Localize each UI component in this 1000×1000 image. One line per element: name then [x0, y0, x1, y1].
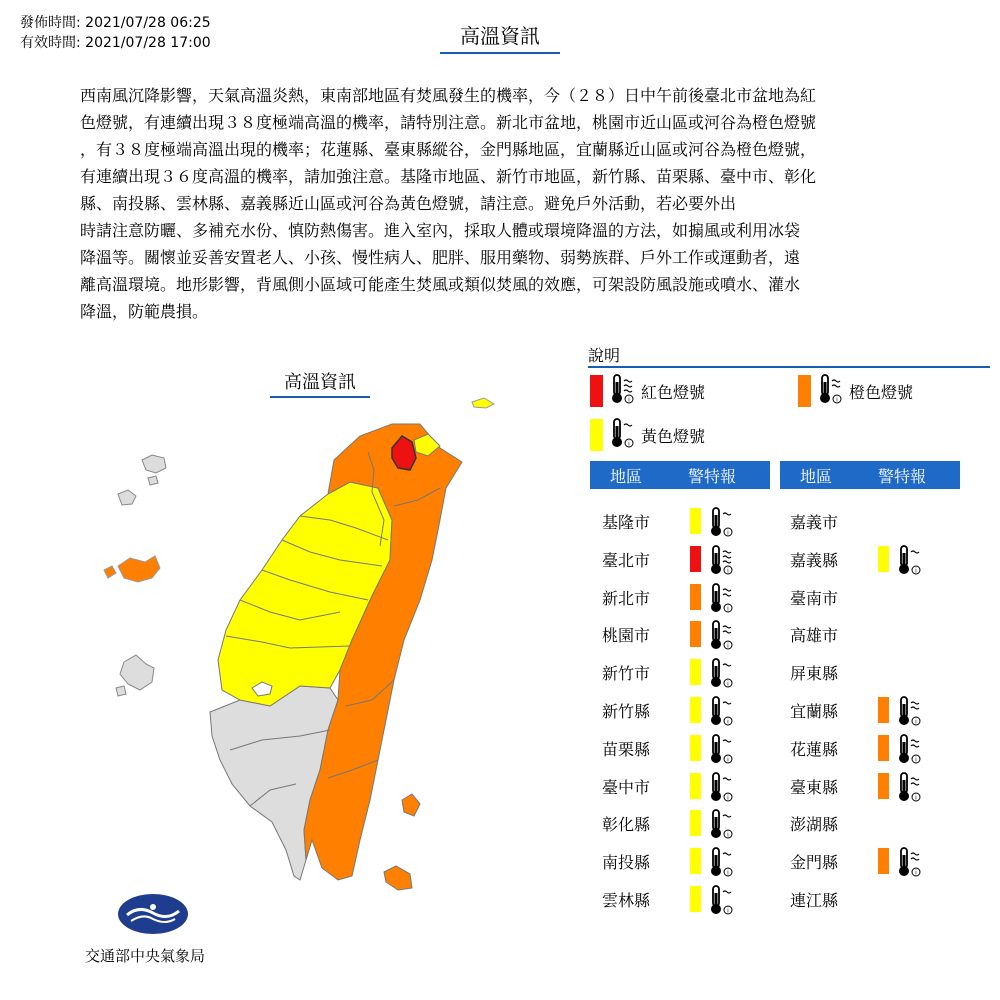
legend-yellow	[590, 416, 705, 454]
table-row	[590, 618, 770, 648]
svg-text:i: i	[727, 907, 729, 915]
svg-text:i: i	[628, 396, 630, 404]
legend-red-label: 紅色燈號	[641, 382, 706, 402]
table-row	[778, 656, 958, 686]
legend-title: 說明	[588, 346, 621, 365]
thermometer-icon	[708, 543, 734, 581]
yellow-level-bar	[878, 546, 889, 572]
svg-text:i: i	[727, 529, 729, 537]
legend-yellow-label: 黃色燈號	[641, 426, 706, 446]
thermometer-icon	[708, 770, 734, 808]
orange-level-bar	[878, 697, 889, 723]
region-name: 澎湖縣	[790, 815, 839, 835]
orange-swatch	[798, 375, 811, 407]
thermometer-icon	[609, 372, 635, 410]
region-name: 高雄市	[790, 626, 839, 646]
svg-text:i: i	[727, 756, 729, 764]
description-text: 西南風沉降影響，天氣高溫炎熱，東南部地區有焚風發生的機率，今（２８）日中午前後臺北市盆地為紅 色燈號，有連續出現３８度極端高溫的機率，請特別注意。新北市盆地，桃園市近山區或河谷為橙色燈號 ，有３８度極端高溫出現的機率；花蓮縣、臺東縣縱谷，金門縣地區，宜蘭縣近山區或河谷為橙色燈號， 有連續出現３６度高溫的機率，請加強注意。基隆市地區、新竹市地區，新竹縣、苗栗縣、臺中市、彰化 縣、南投縣、雲林縣、嘉義縣近山區或河谷為黃色燈號，請注意。避免戶外活動，若必要外出 時請注意防曬、多補充水份、慎防熱傷害。進入室內，採取人體或環境降溫的方法，如搧風或利用冰袋 降溫等。關懷並妥善安置老人、小孩、慢性病人、肥胖、服用藥物、弱勢族群、戶外工作或運動者，遠 離高溫環境。地形影響，背風側小區域可能產生焚風或類似焚風的效應，可架設防風設施或噴水、灌水 降溫，防範農損。	[80, 86, 817, 321]
svg-text:i: i	[836, 396, 838, 404]
table-row	[590, 770, 770, 800]
page-title: 高溫資訊	[440, 20, 560, 54]
table-row	[590, 845, 770, 875]
legend-orange	[798, 372, 913, 410]
table-row	[778, 807, 958, 837]
svg-text:i: i	[727, 567, 729, 575]
orange-level-bar	[878, 848, 889, 874]
svg-text:i: i	[915, 567, 917, 575]
yellow-level-bar	[690, 773, 701, 799]
red-swatch	[590, 375, 603, 407]
table-row	[778, 770, 958, 800]
matsu-island-3	[148, 476, 158, 485]
region-name: 新竹縣	[602, 702, 651, 721]
legend-divider	[588, 366, 990, 368]
table-row	[778, 581, 958, 611]
table-header-left	[590, 461, 770, 489]
svg-text:i: i	[727, 605, 729, 613]
header-alert: 警特報	[688, 466, 737, 486]
yellow-level-bar	[690, 697, 701, 723]
header-region: 地區	[610, 466, 643, 486]
svg-text:i: i	[915, 794, 917, 802]
region-name: 花蓮縣	[790, 739, 839, 759]
orchid-island	[384, 866, 412, 890]
thermometer-icon	[708, 807, 734, 845]
thermometer-icon	[708, 732, 734, 770]
svg-text:i: i	[727, 869, 729, 877]
table-row	[778, 694, 958, 724]
yellow-level-bar	[690, 659, 701, 685]
yellow-level-bar	[690, 508, 701, 534]
thermometer-icon	[896, 543, 922, 581]
time-info	[20, 13, 211, 53]
map-title: 高溫資訊	[270, 368, 370, 398]
thermometer-icon	[896, 770, 922, 808]
table-row	[590, 807, 770, 837]
matsu-region	[142, 455, 166, 473]
table-row	[590, 694, 770, 724]
svg-text:i: i	[727, 642, 729, 650]
yellow-level-bar	[690, 735, 701, 761]
region-name: 苗栗縣	[602, 739, 651, 759]
thermometer-icon	[896, 732, 922, 770]
table-row	[778, 543, 958, 573]
region-name: 南投縣	[602, 853, 651, 873]
cwb-logo-icon	[117, 893, 189, 935]
agency-name: 交通部中央氣象局	[85, 947, 206, 965]
legend-red	[590, 372, 705, 410]
thermometer-icon	[708, 581, 734, 619]
region-name: 連江縣	[790, 891, 839, 910]
thermometer-icon	[708, 694, 734, 732]
red-level-bar	[690, 546, 701, 572]
region-name: 基隆市	[602, 513, 651, 532]
yellow-swatch	[590, 419, 603, 451]
svg-text:i: i	[628, 440, 630, 448]
thermometer-icon	[817, 372, 843, 410]
yellow-level-bar	[690, 886, 701, 912]
table-row	[590, 581, 770, 611]
region-name: 新竹市	[602, 664, 651, 684]
legend-orange-label: 橙色燈號	[849, 382, 914, 402]
orange-level-bar	[690, 621, 701, 647]
thermometer-icon	[896, 694, 922, 732]
svg-text:i: i	[727, 794, 729, 802]
header-region: 地區	[800, 466, 833, 486]
thermometer-icon	[896, 845, 922, 883]
region-name: 嘉義縣	[790, 550, 839, 570]
svg-text:i: i	[727, 680, 729, 688]
svg-text:i: i	[915, 756, 917, 764]
region-name: 臺中市	[602, 777, 651, 797]
table-row	[778, 732, 958, 762]
yellow-level-bar	[690, 848, 701, 874]
thermometer-icon	[708, 618, 734, 656]
region-name: 屏東縣	[790, 664, 839, 684]
penghu-region	[120, 655, 154, 690]
region-name: 嘉義市	[790, 513, 839, 532]
kinmen-small-island	[104, 566, 116, 578]
table-row	[778, 618, 958, 648]
yellow-level-bar	[690, 810, 701, 836]
region-name: 宜蘭縣	[790, 702, 839, 721]
svg-text:i: i	[915, 718, 917, 726]
table-row	[590, 732, 770, 762]
matsu-island-2	[118, 490, 136, 505]
svg-text:i: i	[727, 718, 729, 726]
table-row	[778, 883, 958, 913]
table-row	[590, 543, 770, 573]
region-name: 桃園市	[602, 626, 651, 646]
pengjia-islet	[472, 398, 494, 408]
svg-text:i: i	[727, 831, 729, 839]
region-name: 臺南市	[790, 588, 839, 608]
penghu-island-2	[116, 686, 126, 696]
thermometer-icon	[708, 845, 734, 883]
table-row	[778, 505, 958, 535]
kinmen-region	[118, 556, 160, 582]
green-island	[402, 794, 420, 816]
thermometer-icon	[708, 883, 734, 921]
thermometer-icon	[708, 656, 734, 694]
table-header-right	[780, 461, 960, 489]
region-name: 臺東縣	[790, 777, 839, 797]
taiwan-map	[0, 330, 580, 950]
table-row	[590, 883, 770, 913]
orange-level-bar	[690, 584, 701, 610]
table-row	[778, 845, 958, 875]
thermometer-icon	[708, 505, 734, 543]
orange-level-bar	[878, 773, 889, 799]
region-name: 彰化縣	[602, 815, 651, 835]
table-row	[590, 656, 770, 686]
orange-level-bar	[878, 735, 889, 761]
valid-time: 有效時間: 2021/07/28 17:00	[20, 35, 211, 51]
table-row	[590, 505, 770, 535]
thermometer-icon	[609, 416, 635, 454]
region-name: 新北市	[602, 588, 651, 608]
svg-text:i: i	[915, 869, 917, 877]
issue-time: 發佈時間: 2021/07/28 06:25	[20, 15, 211, 31]
region-name: 金門縣	[790, 853, 839, 873]
region-name: 雲林縣	[602, 891, 651, 910]
region-name: 臺北市	[602, 550, 651, 570]
header-alert: 警特報	[878, 466, 927, 486]
